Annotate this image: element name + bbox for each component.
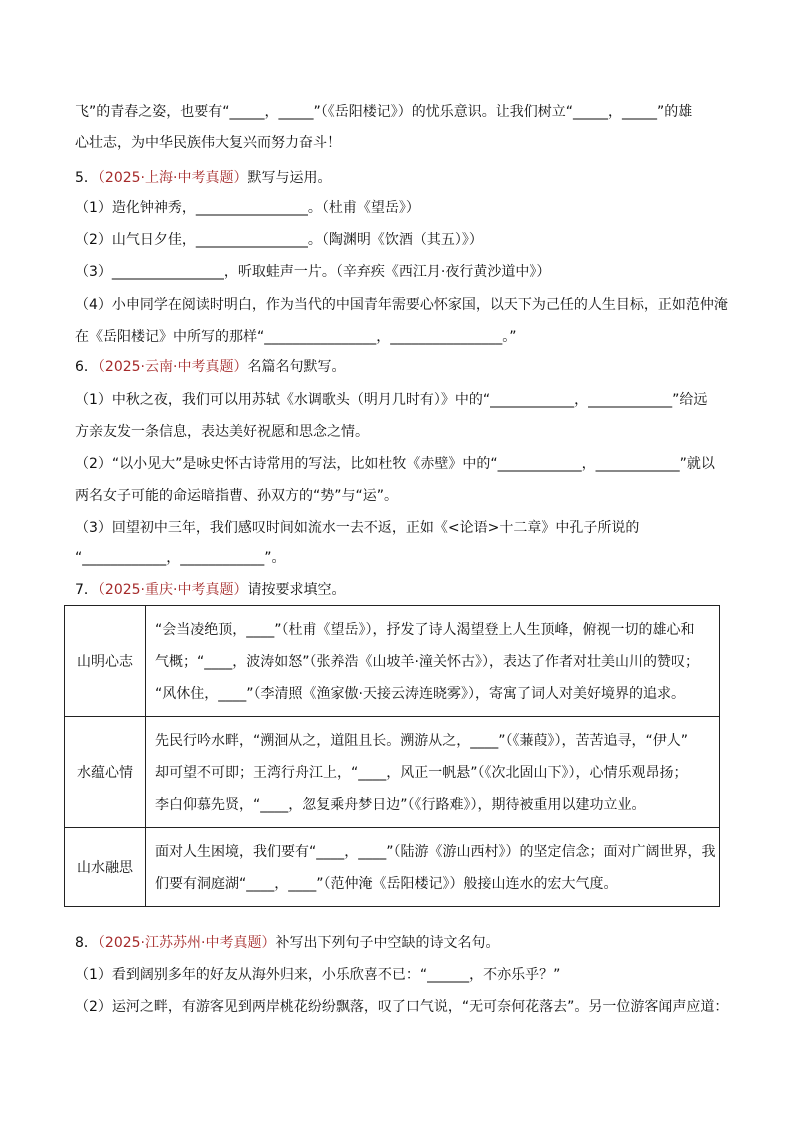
table-line: 们要有洞庭湖“____，____”（范仲淹《岳阳楼记》）般接山连水的宏大气度。 [155, 876, 618, 892]
question-source: （2025·上海·中考真题） [97, 170, 248, 186]
table-line: 气概；“____，波涛如怒”（张养浩《山坡羊·潼关怀古》），表达了作者对壮美山川的赞叹； [155, 654, 699, 670]
table-line: 李白仰慕先贤，“____，忽复乘舟梦日边”（《行路难》），期待被重用以建功立业。 [155, 797, 646, 813]
question-title: 补写出下列句子中空缺的诗文名句。 [275, 935, 500, 951]
question-7-heading [75, 580, 345, 600]
intro-line-2: 心壮志，为中华民族伟大复兴而努力奋斗！ [75, 135, 341, 151]
question-title: 请按要求填空。 [247, 582, 346, 598]
q6-item-1-cont: 方亲友发一条信息，表达美好祝愿和思念之情。 [75, 424, 369, 440]
question-5-heading [75, 168, 331, 188]
table-row [65, 828, 720, 907]
q5-item-1: （1）造化钟神秀，________________。（杜甫《望岳》） [75, 200, 420, 216]
question-number: 7． [75, 582, 98, 598]
q6-item-2-cont: 两名女子可能的命运暗指曹、孙双方的“势”与“运”。 [75, 488, 399, 504]
question-number: 5． [75, 170, 98, 186]
question-8-heading [75, 933, 499, 953]
q6-item-1: （1）中秋之夜，我们可以用苏轼《水调歌头（明月几时有）》中的“____________，____________”给远 [75, 392, 708, 408]
row-content [146, 828, 720, 907]
question-6-heading [75, 357, 345, 377]
q5-item-3: （3）________________，听取蛙声一片。（辛弃疾《西江月·夜行黄沙道中》） [75, 264, 551, 280]
row-content [146, 606, 720, 717]
table-line: “风休住，____”（李清照《渔家傲·天接云涛连晓雾》），寄寓了词人对美好境界的追求。 [155, 686, 685, 702]
row-header: 水蕴心情 [65, 717, 146, 828]
question-source: （2025·江苏苏州·中考真题） [97, 935, 276, 951]
row-header: 山水融思 [65, 828, 146, 907]
question-title: 默写与运用。 [247, 170, 332, 186]
fill-in-table [64, 605, 720, 907]
table-row [65, 717, 720, 828]
question-title: 名篇名句默写。 [247, 359, 346, 375]
question-source: （2025·重庆·中考真题） [97, 582, 248, 598]
q5-item-4: （4）小申同学在阅读时明白，作为当代的中国青年需要心怀家国，以天下为己任的人生目标，正如范仲淹 [75, 297, 728, 313]
question-number: 6． [75, 359, 98, 375]
question-number: 8． [75, 935, 98, 951]
table-line: “会当凌绝顶，____”（杜甫《望岳》），抒发了诗人渴望登上人生顶峰，俯视一切的雄心和 [155, 622, 695, 638]
table-line: 却可望不可即；王湾行舟江上，“____，风正一帆悬”（《次北固山下》），心情乐观昂扬； [155, 765, 688, 781]
intro-line-1: 飞”的青春之姿，也要有“_____，_____”（《岳阳楼记》）的忧乐意识。让我们树立“_____，_____”的雄 [75, 104, 693, 120]
q5-item-2: （2）山气日夕佳，________________。（陶渊明《饮酒（其五）》） [75, 232, 483, 248]
q8-item-2: （2）运河之畔，有游客见到两岸桃花纷纷飘落，叹了口气说，“无可奈何花落去”。另一位游客闻声应道： [75, 999, 729, 1015]
table-row [65, 606, 720, 717]
table-line: 先民行吟水畔，“溯洄从之，道阻且长。溯游从之，____”（《蒹葭》），苦苦追寻，“伊人” [155, 733, 689, 749]
table-line: 面对人生困境，我们要有“____，____”（陆游《游山西村》）的坚定信念；面对广阔世界，我 [155, 844, 716, 860]
q5-item-4-cont: 在《岳阳楼记》中所写的那样“________________，________________。” [75, 329, 517, 345]
q6-item-3-cont: “____________，____________”。 [75, 550, 286, 566]
question-source: （2025·云南·中考真题） [97, 359, 248, 375]
q6-item-2: （2）“以小见大”是咏史怀古诗常用的写法，比如杜牧《赤壁》中的“____________，____________”就以 [75, 456, 715, 472]
q6-item-3: （3）回望初中三年，我们感叹时间如流水一去不返，正如《<论语>十二章》中孔子所说的 [75, 520, 640, 536]
row-header: 山明心志 [65, 606, 146, 717]
q8-item-1: （1）看到阔别多年的好友从海外归来，小乐欣喜不已：“______，不亦乐乎？” [75, 967, 561, 983]
row-content [146, 717, 720, 828]
